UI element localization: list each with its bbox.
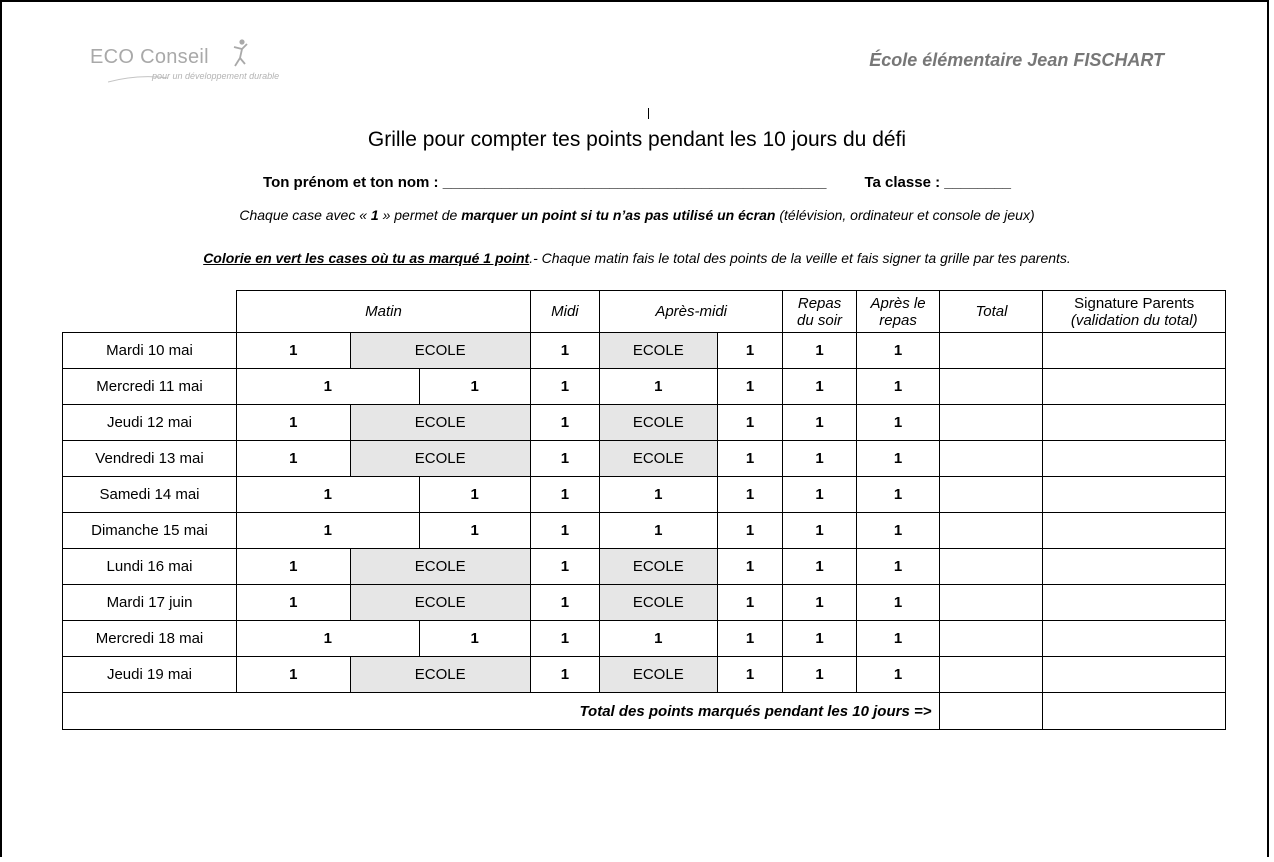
table-row [63, 549, 1226, 585]
day-label: Jeudi 19 mai [63, 657, 237, 693]
table-row [63, 585, 1226, 621]
total-cell[interactable] [940, 477, 1043, 513]
signature-cell[interactable] [1043, 513, 1226, 549]
signature-cell[interactable] [1043, 369, 1226, 405]
header-signature: Signature Parents (validation du total) [1043, 291, 1226, 333]
total-cell[interactable] [940, 549, 1043, 585]
school-cell: ECOLE [350, 405, 530, 441]
point-cell[interactable]: 1 [237, 621, 420, 657]
total-cell[interactable] [940, 513, 1043, 549]
instruction-point-rule: Chaque case avec « 1 » permet de marquer un point si tu n’as pas utilisé un écran (télévision, ordinateur et console de jeux) [239, 207, 1035, 223]
point-cell[interactable]: 1 [237, 369, 420, 405]
school-cell: ECOLE [599, 333, 717, 369]
point-cell[interactable]: 1 [856, 333, 940, 369]
header-total: Total [940, 291, 1043, 333]
school-cell: ECOLE [350, 441, 530, 477]
point-cell[interactable]: 1 [717, 369, 783, 405]
point-cell[interactable]: 1 [783, 657, 856, 693]
school-cell: ECOLE [350, 549, 530, 585]
point-cell[interactable]: 1 [530, 369, 599, 405]
point-cell[interactable]: 1 [530, 621, 599, 657]
text-cursor [648, 108, 649, 119]
total-cell[interactable] [940, 333, 1043, 369]
school-cell: ECOLE [350, 585, 530, 621]
point-cell[interactable]: 1 [783, 513, 856, 549]
day-label: Mercredi 11 mai [63, 369, 237, 405]
point-cell[interactable]: 1 [530, 513, 599, 549]
table-row [63, 477, 1226, 513]
day-label: Mercredi 18 mai [63, 621, 237, 657]
point-cell[interactable]: 1 [419, 477, 530, 513]
school-cell: ECOLE [350, 333, 530, 369]
total-label: Total des points marqués pendant les 10 jours => [63, 693, 940, 730]
point-cell[interactable]: 1 [717, 513, 783, 549]
grand-total-signature-cell[interactable] [1043, 693, 1226, 730]
school-cell: ECOLE [599, 441, 717, 477]
day-label: Mardi 17 juin [63, 585, 237, 621]
table-row [63, 657, 1226, 693]
point-cell[interactable]: 1 [783, 477, 856, 513]
total-cell[interactable] [940, 585, 1043, 621]
point-cell[interactable]: 1 [717, 333, 783, 369]
name-field-label[interactable]: Ton prénom et ton nom : ______________________________________________ [263, 174, 827, 191]
signature-cell[interactable] [1043, 621, 1226, 657]
point-cell[interactable]: 1 [783, 441, 856, 477]
instruction-color-rule: Colorie en vert les cases où tu as marqué 1 point.- Chaque matin fais le total des points de la veille et fais signer ta grille par tes parents. [203, 250, 1071, 266]
point-cell[interactable]: 1 [419, 369, 530, 405]
table-row [63, 369, 1226, 405]
total-cell[interactable] [940, 369, 1043, 405]
total-cell[interactable] [940, 657, 1043, 693]
total-cell[interactable] [940, 441, 1043, 477]
header-apres-repas: Après le repas [856, 291, 940, 333]
signature-cell[interactable] [1043, 585, 1226, 621]
day-label: Dimanche 15 mai [63, 513, 237, 549]
day-label: Jeudi 12 mai [63, 405, 237, 441]
point-cell[interactable]: 1 [856, 477, 940, 513]
school-cell: ECOLE [599, 549, 717, 585]
point-cell[interactable]: 1 [599, 369, 717, 405]
logo-text: ECO Conseil [90, 46, 209, 68]
header-midi: Midi [530, 291, 599, 333]
point-cell[interactable]: 1 [783, 585, 856, 621]
point-cell[interactable]: 1 [530, 333, 599, 369]
day-label: Vendredi 13 mai [63, 441, 237, 477]
point-cell[interactable]: 1 [783, 405, 856, 441]
point-cell[interactable]: 1 [237, 549, 351, 585]
signature-cell[interactable] [1043, 549, 1226, 585]
page-title: Grille pour compter tes points pendant les 10 jours du défi [367, 128, 907, 151]
table-row [63, 513, 1226, 549]
signature-cell[interactable] [1043, 405, 1226, 441]
point-cell[interactable]: 1 [783, 333, 856, 369]
point-cell[interactable]: 1 [599, 477, 717, 513]
school-cell: ECOLE [599, 585, 717, 621]
point-cell[interactable]: 1 [530, 657, 599, 693]
point-cell[interactable]: 1 [237, 405, 351, 441]
point-cell[interactable]: 1 [419, 513, 530, 549]
point-cell[interactable]: 1 [237, 441, 351, 477]
person-figure-icon [231, 38, 249, 68]
signature-cell[interactable] [1043, 657, 1226, 693]
point-cell[interactable]: 1 [237, 513, 420, 549]
point-cell[interactable]: 1 [856, 441, 940, 477]
point-cell[interactable]: 1 [530, 441, 599, 477]
point-cell[interactable]: 1 [717, 549, 783, 585]
school-name: École élémentaire Jean FISCHART [869, 50, 1164, 70]
point-cell[interactable]: 1 [237, 477, 420, 513]
total-cell[interactable] [940, 621, 1043, 657]
signature-cell[interactable] [1043, 441, 1226, 477]
name-class-line [0, 174, 1274, 191]
point-cell[interactable]: 1 [530, 549, 599, 585]
eco-conseil-logo [90, 36, 330, 86]
school-cell: ECOLE [599, 657, 717, 693]
point-cell[interactable]: 1 [237, 333, 351, 369]
day-label: Mardi 10 mai [63, 333, 237, 369]
table-row [63, 405, 1226, 441]
point-cell[interactable]: 1 [856, 621, 940, 657]
point-cell[interactable]: 1 [717, 477, 783, 513]
header-apres-midi: Après-midi [599, 291, 783, 333]
point-cell[interactable]: 1 [237, 585, 351, 621]
point-cell[interactable]: 1 [856, 369, 940, 405]
point-cell[interactable]: 1 [717, 621, 783, 657]
point-cell[interactable]: 1 [530, 477, 599, 513]
logo-tagline: pour un développement durable [152, 71, 280, 81]
header-row [63, 291, 1226, 333]
signature-cell[interactable] [1043, 477, 1226, 513]
table-row [63, 441, 1226, 477]
header-repas-soir: Repas du soir [783, 291, 856, 333]
point-cell[interactable]: 1 [717, 657, 783, 693]
grand-total-cell[interactable] [940, 693, 1043, 730]
point-cell[interactable]: 1 [783, 621, 856, 657]
point-cell[interactable]: 1 [856, 405, 940, 441]
total-row [63, 693, 1226, 730]
point-cell[interactable]: 1 [717, 585, 783, 621]
point-cell[interactable]: 1 [856, 585, 940, 621]
day-label: Samedi 14 mai [63, 477, 237, 513]
point-cell[interactable]: 1 [783, 549, 856, 585]
point-cell[interactable]: 1 [599, 621, 717, 657]
point-cell[interactable]: 1 [856, 513, 940, 549]
signature-cell[interactable] [1043, 333, 1226, 369]
point-cell[interactable]: 1 [237, 657, 351, 693]
point-cell[interactable]: 1 [856, 657, 940, 693]
class-field-label[interactable]: Ta classe : ________ [864, 174, 1011, 191]
point-cell[interactable]: 1 [530, 585, 599, 621]
point-cell[interactable]: 1 [856, 549, 940, 585]
point-cell[interactable]: 1 [599, 513, 717, 549]
table-row [63, 621, 1226, 657]
table-row [63, 333, 1226, 369]
point-cell[interactable]: 1 [783, 369, 856, 405]
point-cell[interactable]: 1 [717, 441, 783, 477]
header-matin: Matin [237, 291, 531, 333]
points-grid [62, 290, 1226, 730]
point-cell[interactable]: 1 [530, 405, 599, 441]
day-label: Lundi 16 mai [63, 549, 237, 585]
total-cell[interactable] [940, 405, 1043, 441]
school-cell: ECOLE [599, 405, 717, 441]
point-cell[interactable]: 1 [419, 621, 530, 657]
school-cell: ECOLE [350, 657, 530, 693]
corner-cell [63, 291, 237, 333]
point-cell[interactable]: 1 [717, 405, 783, 441]
